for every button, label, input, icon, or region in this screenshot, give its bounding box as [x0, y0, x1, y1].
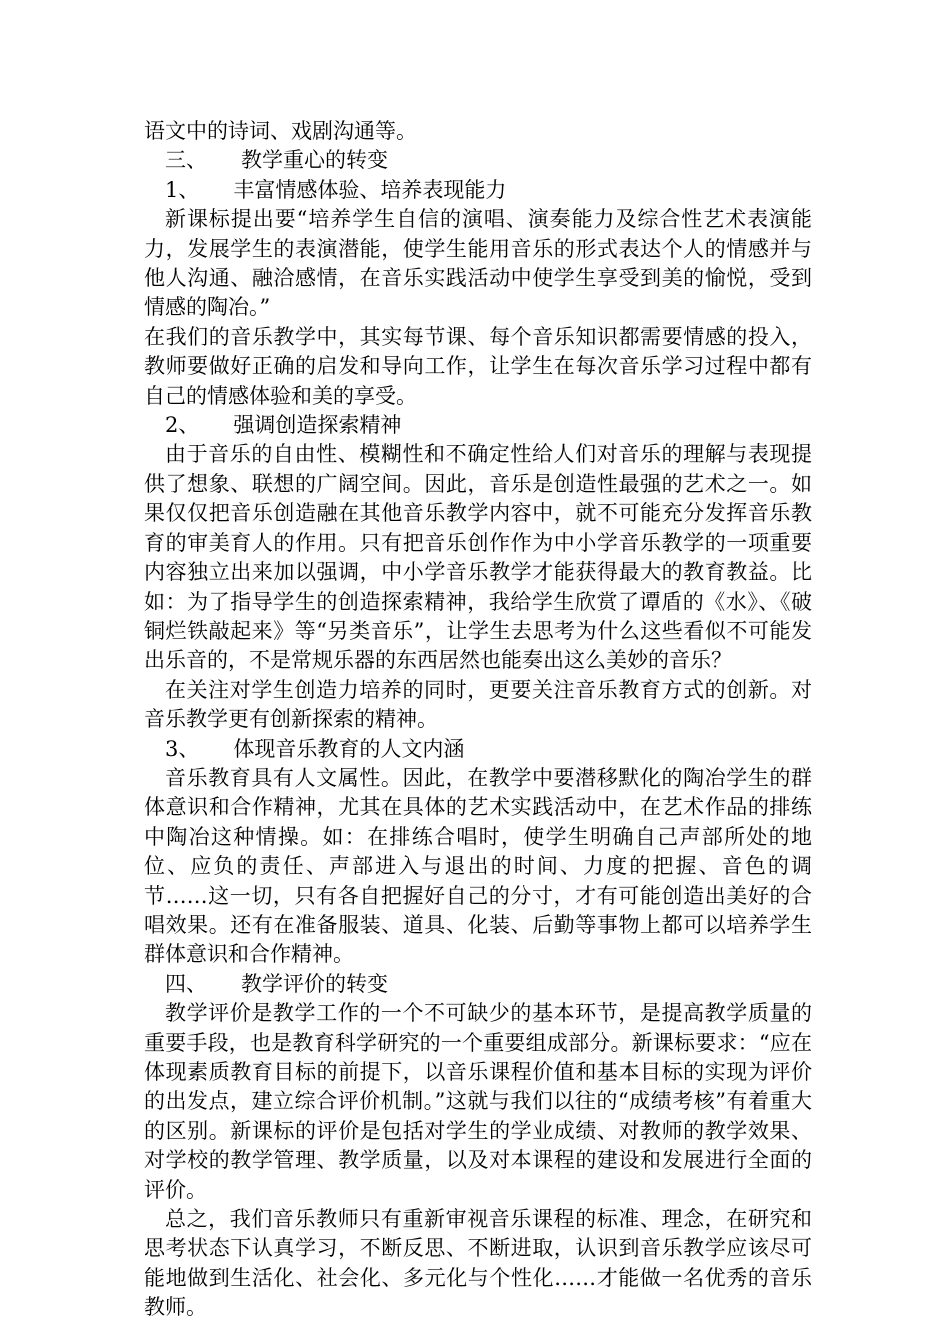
heading-number: 3、: [165, 736, 200, 761]
paragraph: 在关注对学生创造力培养的同时，更要关注音乐教育方式的创新。对音乐教学更有创新探索的精神。: [144, 677, 812, 732]
heading-text: 强调创造探索精神: [233, 413, 402, 438]
heading-number: 1、: [165, 177, 200, 202]
document-body: [144, 117, 812, 1323]
heading-text: 丰富情感体验、培养表现能力: [233, 177, 507, 202]
subheading-3-3: [144, 735, 812, 764]
heading-number: 2、: [165, 413, 200, 438]
heading-text: 教学重心的转变: [241, 148, 388, 173]
paragraph: 由于音乐的自由性、模糊性和不确定性给人们对音乐的理解与表现提供了想象、联想的广阔空间。因此，音乐是创造性最强的艺术之一。如果仅仅把音乐创造融在其他音乐教学内容中，就不可能充分发挥音乐教育的审美育人的作用。只有把音乐创作作为中小学音乐教学的一项重要内容独立出来加以强调，中小学音乐教学才能获得最大的教育教益。比如：为了指导学生的创造探索精神，我给学生欣赏了谭盾的《水》、《破铜烂铁敲起来》等“另类音乐”，让学生去思考为什么这些看似不可能发出乐音的，不是常规乐器的东西居然也能奏出这么美妙的音乐？: [144, 442, 812, 673]
paragraph: 音乐教育具有人文属性。因此，在教学中要潜移默化的陶冶学生的群体意识和合作精神，尤其在具体的艺术实践活动中，在艺术作品的排练中陶冶这种情操。如：在排练合唱时，使学生明确自己声部所处的地位、应负的责任、声部进入与退出的时间、力度的把握、音色的调节……这一切，只有各自把握好自己的分寸，才有可能创造出美好的合唱效果。还有在准备服装、道具、化装、后勤等事物上都可以培养学生群体意识和合作精神。: [144, 765, 812, 967]
subheading-3-2: [144, 411, 812, 440]
paragraph: 新课标提出要“培养学生自信的演唱、演奏能力及综合性艺术表演能力，发展学生的表演潜能，使学生能用音乐的形式表达个人的情感并与他人沟通、融洽感情，在音乐实践活动中使学生享受到美的愉悦，受到情感的陶冶。”: [144, 207, 812, 320]
subheading-3-1: [144, 176, 812, 205]
paragraph: 总之，我们音乐教师只有重新审视音乐课程的标准、理念，在研究和思考状态下认真学习，不断反思、不断进取，认识到音乐教学应该尽可能地做到生活化、社会化、多元化与个性化……才能做一名优秀的音乐教师。: [144, 1207, 812, 1320]
paragraph: 在我们的音乐教学中，其实每节课、每个音乐知识都需要情感的投入，教师要做好正确的启发和导向工作，让学生在每次音乐学习过程中都有自己的情感体验和美的享受。: [144, 324, 812, 408]
heading-number: 四、: [165, 971, 207, 996]
heading-text: 教学评价的转变: [241, 971, 388, 996]
section-heading-3: [144, 146, 812, 175]
heading-text: 体现音乐教育的人文内涵: [233, 736, 465, 761]
paragraph-continuation: 语文中的诗词、戏剧沟通等。: [144, 119, 417, 143]
heading-number: 三、: [165, 148, 207, 173]
section-heading-4: [144, 970, 812, 999]
paragraph: 教学评价是教学工作的一个不可缺少的基本环节，是提高教学质量的重要手段，也是教育科学研究的一个重要组成部分。新课标要求：“应在体现素质教育目标的前提下，以音乐课程价值和基本目标的实现为评价的出发点，建立综合评价机制。”这就与我们以往的“成绩考核”有着重大的区别。新课标的评价是包括对学生的学业成绩、对教师的教学效果、对学校的教学管理、教学质量，以及对本课程的建设和发展进行全面的评价。: [144, 1001, 812, 1202]
